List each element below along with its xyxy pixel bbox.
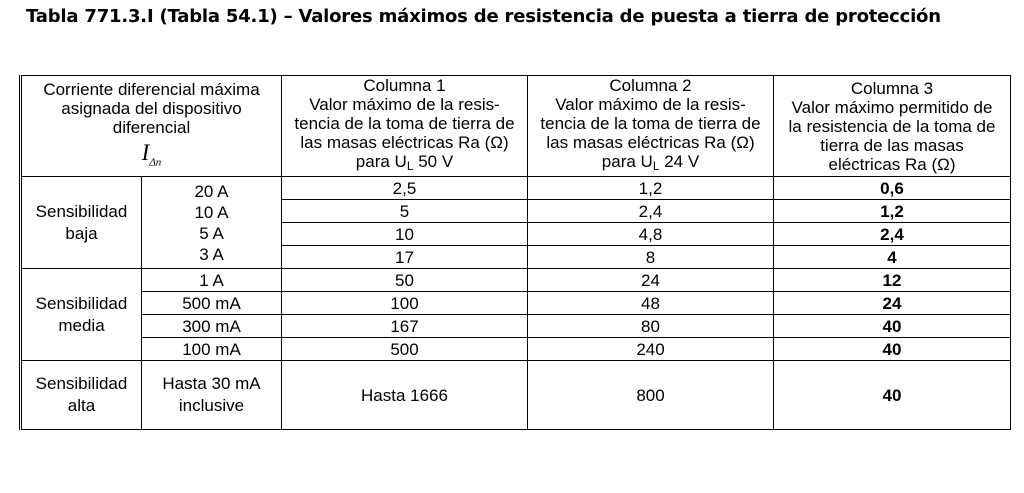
cell-col3: 40 [774, 361, 1011, 430]
cell-col1: 100 [282, 292, 528, 315]
header-text: eléctricas Ra (Ω) [828, 154, 956, 174]
header-text: Columna 1 [363, 76, 446, 95]
table-row [21, 338, 1011, 361]
header-text: Columna 2 [609, 76, 692, 95]
header-col2 [528, 76, 774, 177]
header-col3 [774, 76, 1011, 177]
group-label-alta: Sensibilidad alta [21, 361, 142, 430]
table-row [21, 361, 1011, 430]
cell-col2: 24 [528, 269, 774, 292]
header-text: tencia de la toma de tierra de [294, 114, 515, 133]
group-label-media: Sensibilidad media [21, 269, 142, 361]
cell-col1: 50 [282, 269, 528, 292]
header-text: para UL 50 V [355, 152, 454, 173]
cell-col1: Hasta 1666 [282, 361, 528, 430]
cell-col2: 240 [528, 338, 774, 361]
cell-col3: 40 [774, 338, 1011, 361]
header-row [21, 76, 1011, 177]
header-text: Valor máximo permitido de [791, 97, 993, 117]
cell-col3: 0,6 [774, 177, 1011, 200]
cell-col3: 12 [774, 269, 1011, 292]
cell-current: 1 A [142, 269, 282, 292]
header-text: tierra de las masas [820, 135, 964, 155]
header-col1 [282, 76, 528, 177]
current-list-baja: 20 A 10 A 5 A 3 A [142, 177, 282, 269]
cell-current: 300 mA [142, 315, 282, 338]
table-row [21, 177, 1011, 200]
symbol-i-delta-n: $I_{\Delta n}$ [141, 139, 162, 169]
header-text: Columna 3 [850, 78, 934, 98]
header-text: las masas eléctricas Ra (Ω) [546, 133, 755, 152]
header-text: las masas eléctricas Ra (Ω) [300, 133, 509, 152]
cell-col3: 24 [774, 292, 1011, 315]
cell-col1: 167 [282, 315, 528, 338]
cell-col1: 17 [282, 246, 528, 269]
cell-col2: 80 [528, 315, 774, 338]
table-row [21, 269, 1011, 292]
cell-col2: 800 [528, 361, 774, 430]
header-text: Corriente diferencial máxima [43, 79, 260, 99]
table-row [21, 292, 1011, 315]
resistance-table [19, 75, 1011, 430]
cell-col3: 4 [774, 246, 1011, 269]
header-current [21, 76, 282, 177]
cell-col3: 1,2 [774, 200, 1011, 223]
cell-col2: 1,2 [528, 177, 774, 200]
header-text: para UL 24 V [601, 152, 700, 173]
group-label-baja: Sensibilidad baja [21, 177, 142, 269]
table-row [21, 315, 1011, 338]
cell-col3: 2,4 [774, 223, 1011, 246]
table-title: Tabla 771.3.I (Tabla 54.1) – Valores máximos de resistencia de puesta a tierra de protección [26, 6, 941, 27]
cell-col1: 5 [282, 200, 528, 223]
cell-col2: 4,8 [528, 223, 774, 246]
header-text: asignada del dispositivo [61, 98, 242, 118]
header-text: diferencial [112, 117, 191, 137]
cell-current: 500 mA [142, 292, 282, 315]
header-text: Valor máximo de la resis- [309, 95, 500, 114]
cell-current: Hasta 30 mA inclusive [142, 361, 282, 430]
cell-col1: 500 [282, 338, 528, 361]
header-text: la resistencia de la toma de [788, 116, 996, 136]
cell-col2: 48 [528, 292, 774, 315]
cell-col1: 10 [282, 223, 528, 246]
cell-col2: 8 [528, 246, 774, 269]
cell-col2: 2,4 [528, 200, 774, 223]
cell-col1: 2,5 [282, 177, 528, 200]
cell-current: 100 mA [142, 338, 282, 361]
cell-col3: 40 [774, 315, 1011, 338]
header-text: tencia de la toma de tierra de [540, 114, 761, 133]
header-text: Valor máximo de la resis- [555, 95, 746, 114]
